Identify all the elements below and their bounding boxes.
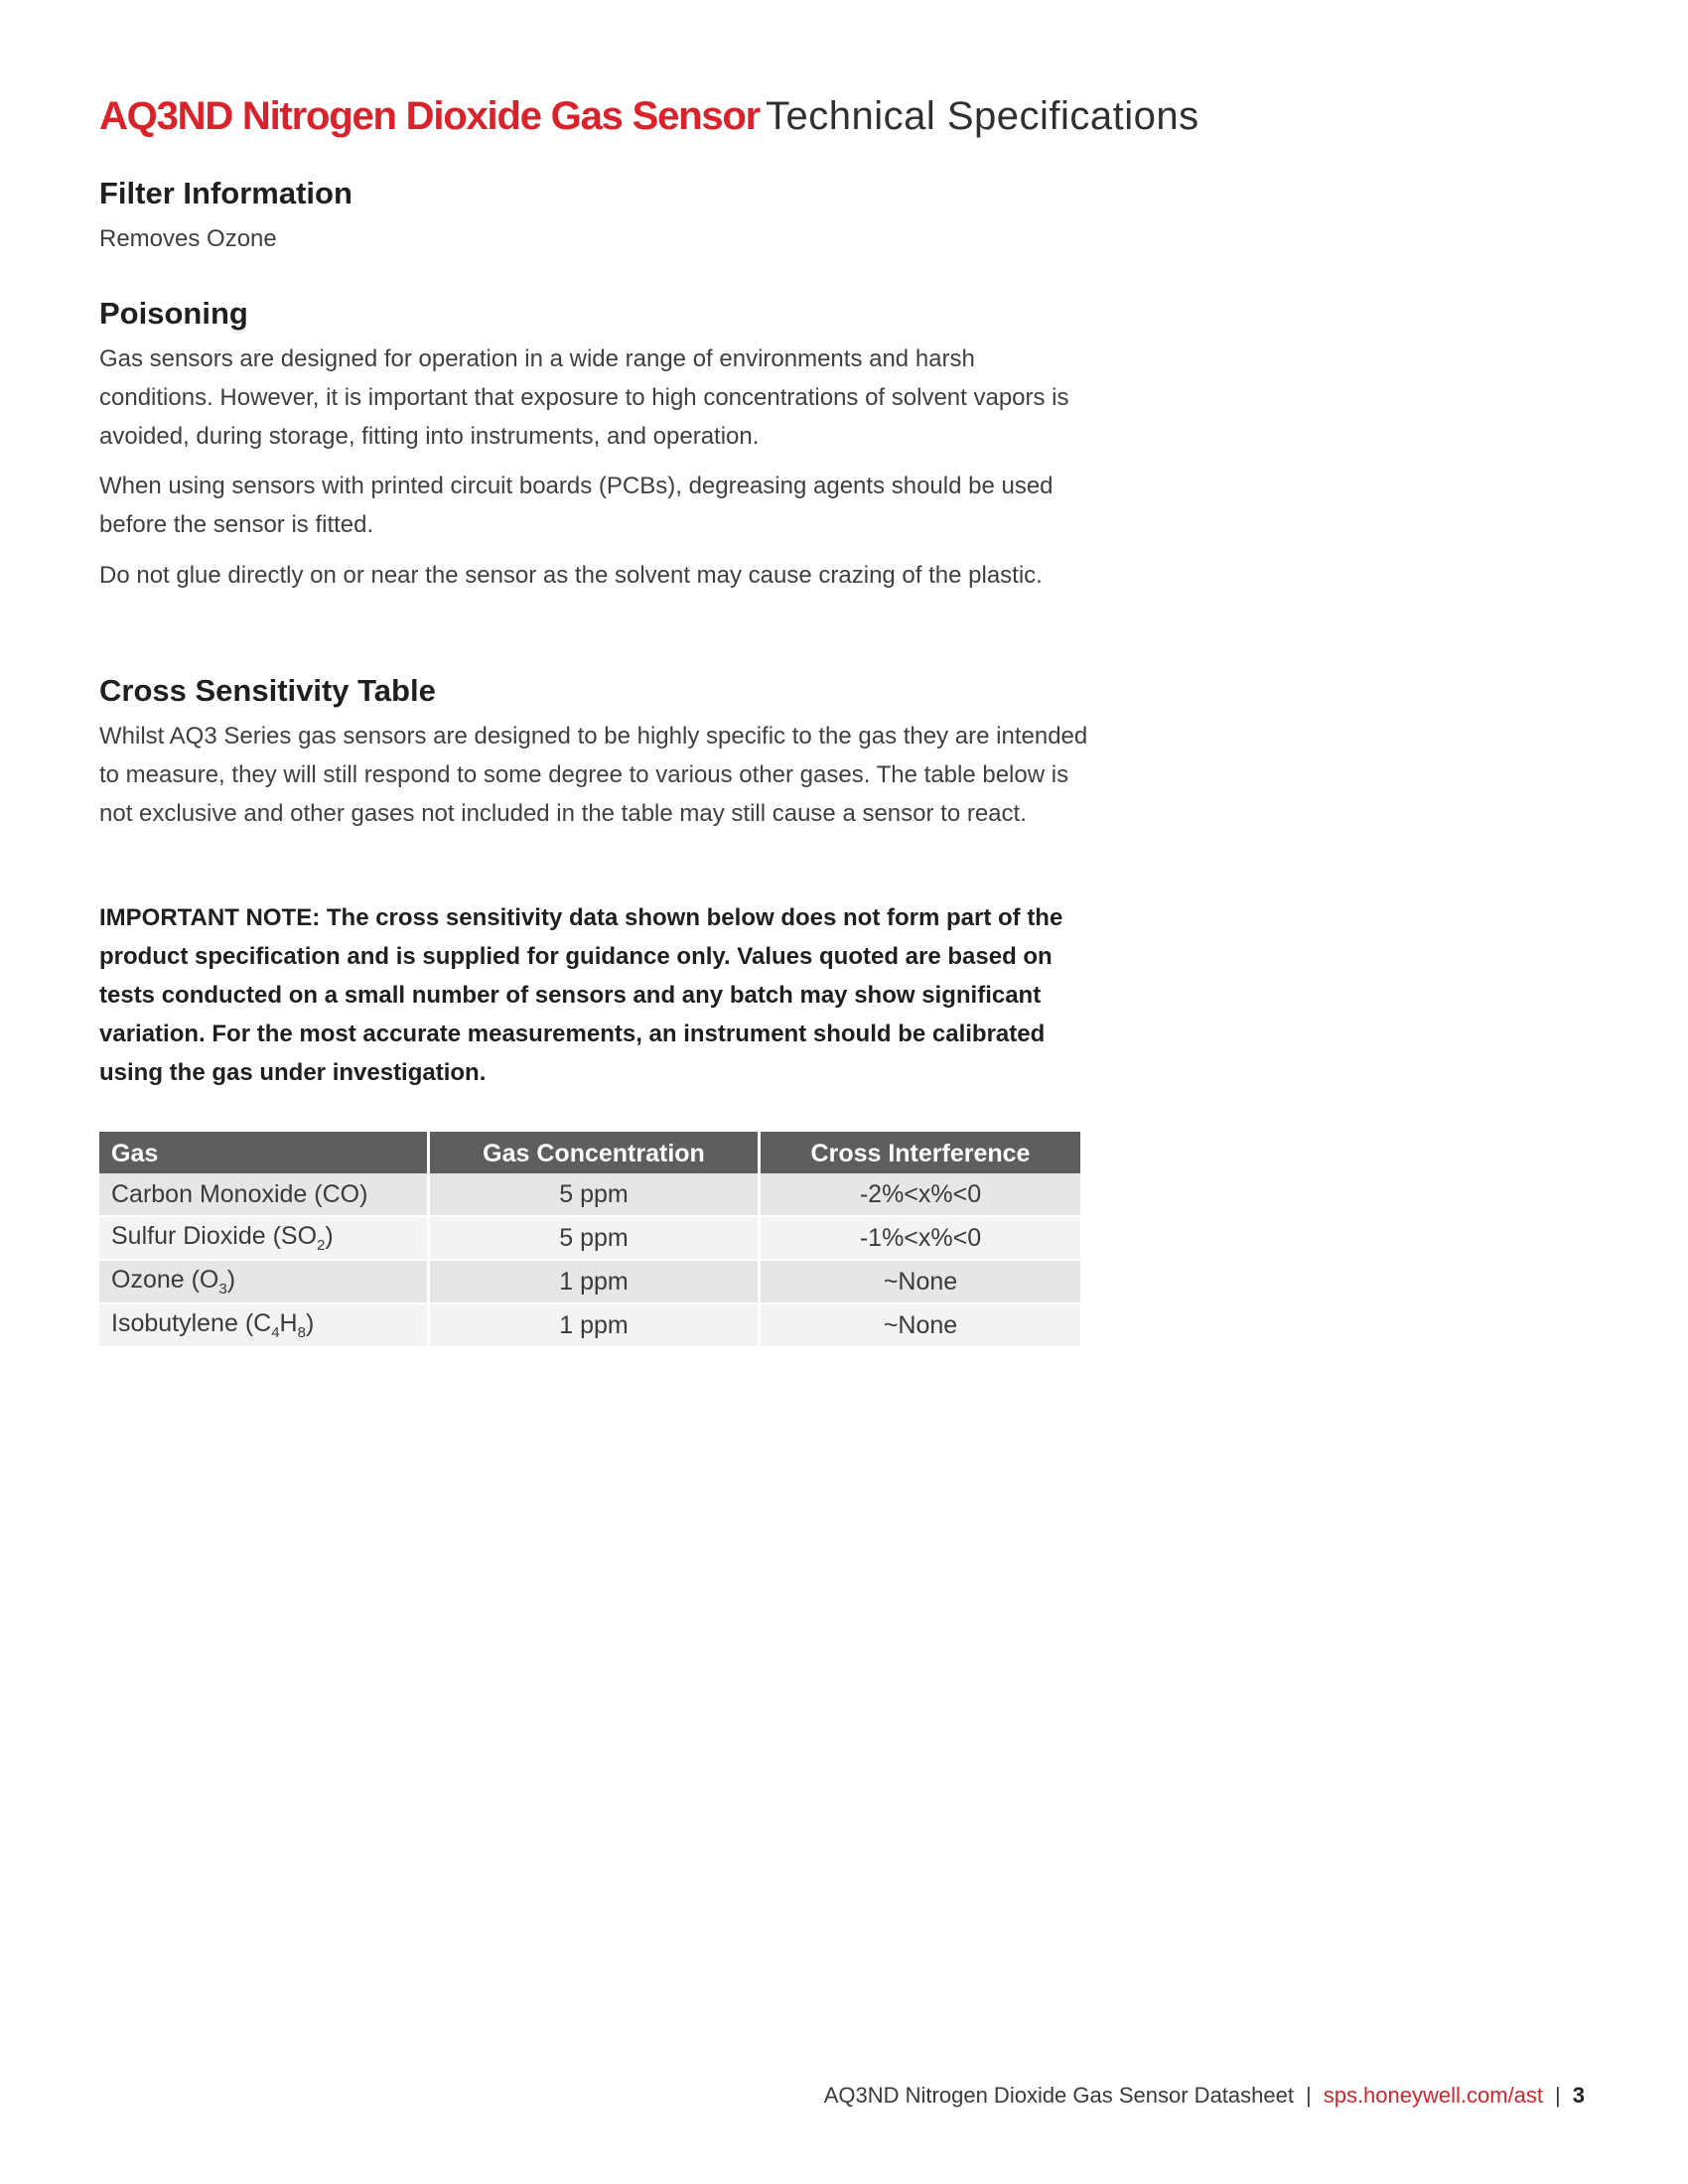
concentration-cell: 1 ppm xyxy=(429,1303,760,1347)
gas-cell: Sulfur Dioxide $(SO_2)$ xyxy=(99,1216,429,1260)
interference-cell: -2%<x%<0 xyxy=(760,1173,1081,1216)
table-row xyxy=(99,1173,1080,1216)
footer-document-name: AQ3ND Nitrogen Dioxide Gas Sensor Datasheet xyxy=(823,2083,1294,2108)
concentration-cell: 1 ppm xyxy=(429,1260,760,1303)
product-title: AQ3ND Nitrogen Dioxide Gas Sensor xyxy=(99,94,760,138)
page-footer xyxy=(0,2083,1585,2109)
concentration-cell: 5 ppm xyxy=(429,1216,760,1260)
poisoning-paragraph-2: When using sensors with printed circuit boards (PCBs), degreasing agents should be used before the sensor is fitted. xyxy=(99,473,1054,538)
footer-separator: | xyxy=(1305,2083,1312,2108)
interference-cell: -1%<x%<0 xyxy=(760,1216,1081,1260)
gas-cell: Carbon Monoxide (CO) xyxy=(99,1173,429,1216)
poisoning-paragraph-3: Do not glue directly on or near the sensor as the solvent may cause crazing of the plastic. xyxy=(99,562,1043,589)
header-cross-interference: Cross Interference xyxy=(760,1133,1081,1173)
interference-cell: ~None xyxy=(760,1260,1081,1303)
gas-cell: Ozone $(O_3)$ xyxy=(99,1260,429,1303)
header-gas-concentration: Gas Concentration xyxy=(429,1133,760,1173)
filter-heading: Filter Information xyxy=(99,176,352,210)
interference-cell: ~None xyxy=(760,1303,1081,1347)
header-gas: Gas xyxy=(99,1133,429,1173)
footer-separator: | xyxy=(1555,2083,1561,2108)
footer-website-link[interactable]: sps.honeywell.com/ast xyxy=(1323,2083,1544,2108)
table-header-row xyxy=(99,1133,1080,1173)
title-suffix: Technical Specifications xyxy=(766,94,1199,138)
concentration-cell: 5 ppm xyxy=(429,1173,760,1216)
page-number: 3 xyxy=(1572,2083,1585,2108)
poisoning-paragraph-1: Gas sensors are designed for operation in a wide range of environments and harsh conditions. However, it is important that exposure to high concentrations of solvent vapors is avoided, during storage, fitting into instruments, and operation. xyxy=(99,345,1069,450)
table-row xyxy=(99,1260,1080,1303)
cross-sensitivity-heading: Cross Sensitivity Table xyxy=(99,673,436,708)
page-title xyxy=(99,91,1199,141)
gas-cell: Isobutylene $(C_4H_8)$ xyxy=(99,1303,429,1347)
cross-sensitivity-paragraph: Whilst AQ3 Series gas sensors are designed to be highly specific to the gas they are intended to measure, they will still respond to some degree to various other gases. The table below is not exclusive and other gases not included in the table may still cause a sensor to react. xyxy=(99,723,1088,827)
poisoning-heading: Poisoning xyxy=(99,296,248,331)
table-row xyxy=(99,1303,1080,1347)
table-row xyxy=(99,1216,1080,1260)
cross-sensitivity-table xyxy=(99,1132,1080,1348)
filter-text: Removes Ozone xyxy=(99,225,277,252)
important-note: IMPORTANT NOTE: The cross sensitivity data shown below does not form part of the product specification and is supplied for guidance only. Values quoted are based on tests conducted on a small number of sensors and any batch may show significant variation. For the most accurate measurements, an instrument should be calibrated using the gas under investigation. xyxy=(99,904,1063,1086)
